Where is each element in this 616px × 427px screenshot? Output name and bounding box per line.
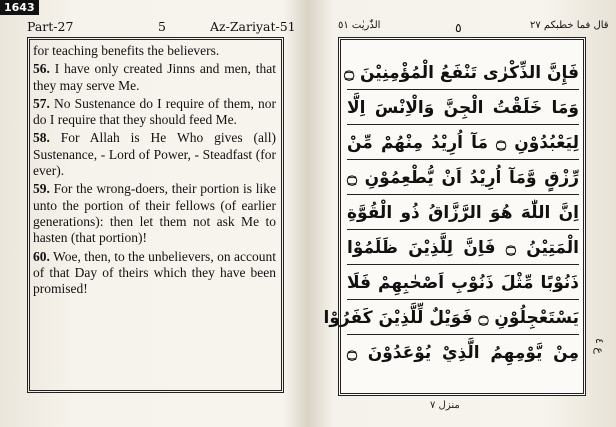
verse-number: 56. xyxy=(33,61,50,77)
surah-label: Az-Zariyat-51 xyxy=(210,19,296,34)
verse-57 xyxy=(33,96,276,129)
verse-text: Woe, then, to the unbelievers, on account of that Day of theirs which they have been promised! xyxy=(33,248,276,297)
arabic-line: فَإِنَّ الذِّكْرٰى تَنْفَعُ الْمُؤْمِنِيْنَ ۝ xyxy=(347,57,579,90)
arabic-line: وَمَا خَلَقْتُ الْجِنَّ وَالْاِنْسَ اِلَّا xyxy=(347,92,579,125)
part-label: Part-27 xyxy=(27,19,74,34)
verse-number: 59. xyxy=(33,181,50,197)
verse-56 xyxy=(33,61,276,94)
verse-59 xyxy=(33,181,276,246)
arabic-part-label: قال فما خطبكم ٢٧ xyxy=(530,20,609,31)
ruku-marker: ع ٤ xyxy=(593,338,606,354)
verse-text: For Allah is He Who gives (all) Sustenance, - Lord of Power, - Steadfast (for ever). xyxy=(33,130,277,179)
verse-text: for teaching benefits the believers. xyxy=(33,43,220,58)
verse-number: 57. xyxy=(33,95,50,111)
arabic-line: يَسْتَعْجِلُوْنِ ۝ فَوَيْلٌ لِّلَّذِيْنَ كَفَرُوْا xyxy=(347,302,579,335)
page-number: 5 xyxy=(158,19,166,34)
arabic-surah-label: الذّٰريٰت ٥١ xyxy=(338,20,381,31)
verse-55-cont xyxy=(33,43,276,59)
arabic-line: لِيَعْبُدُوْنِ ۝ مَآ اُرِيْدُ مِنْهُمْ مِّنْ xyxy=(347,127,579,160)
arabic-line: الْمَتِيْنُ ۝ فَاِنَّ لِلَّذِيْنَ ظَلَمُوْا xyxy=(347,232,579,265)
english-translation xyxy=(33,43,276,299)
image-number-badge: 1643 xyxy=(0,0,39,15)
verse-text: No Sustenance do I require of them, nor do I require that they should feed Me. xyxy=(33,95,277,128)
verse-text: For the wrong-doers, their portion is like unto the portion of their fellows (of earlier generations): then let them not ask Me to hasten (that portion)! xyxy=(33,181,277,246)
manzil-label: منزل ٧ xyxy=(430,400,460,411)
verse-text: I have only created Jinns and men, that they may serve Me. xyxy=(33,61,277,93)
arabic-line: ذَنُوْبًا مِّثْلَ ذَنُوْبِ اَصْحٰبِهِمْ فَلَا xyxy=(347,267,579,300)
arabic-line: مِنْ يَّوْمِهِمُ الَّذِيْ يُوْعَدُوْنَ ۝ xyxy=(347,343,579,363)
verse-60 xyxy=(33,249,276,298)
arabic-page-number: ٥ xyxy=(455,20,462,35)
verse-number: 58. xyxy=(33,130,50,146)
verse-number: 60. xyxy=(33,248,50,264)
verse-58 xyxy=(33,130,276,179)
arabic-line: اِنَّ اللّٰهَ هُوَ الرَّزَّاقُ ذُو الْقُوَّةِ xyxy=(347,197,579,230)
arabic-line: رِّزْقٍ وَّمَآ اُرِيْدُ اَنْ يُّطْعِمُوْنِ ۝ xyxy=(347,162,579,195)
